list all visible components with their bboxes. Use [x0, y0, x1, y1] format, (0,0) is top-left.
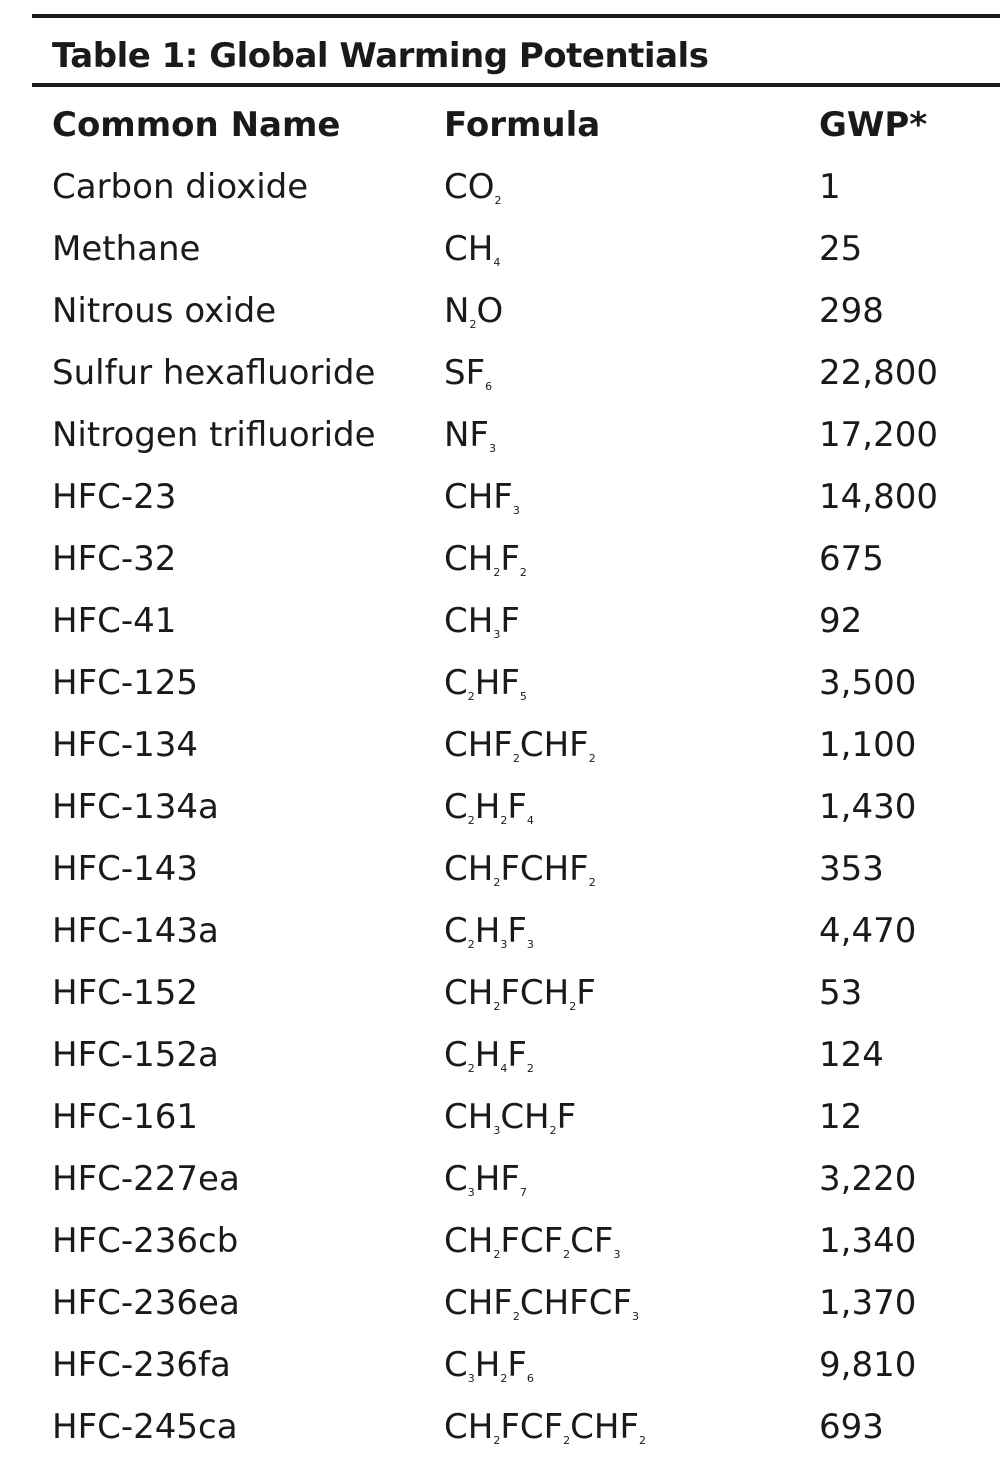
formula-cell: $CH_2FCHF_2$ [444, 849, 596, 889]
formula-cell: $CH_2FCF_2CF_3$ [444, 1221, 621, 1261]
formula-cell: $CHF_2CHF_2$ [444, 725, 596, 765]
table-row [32, 280, 1000, 342]
gwp-cell: 14,800 [819, 477, 938, 517]
title-rule [32, 83, 1000, 87]
table-row [32, 900, 1000, 962]
table-row [32, 342, 1000, 404]
gwp-cell: 53 [819, 973, 863, 1013]
top-rule [32, 14, 1000, 18]
formula-cell: $CH_2FCF_2CHF_2$ [444, 1407, 647, 1447]
table-row [32, 1334, 1000, 1396]
common-name-cell: HFC-227ea [52, 1159, 240, 1199]
table-title: Table 1: Global Warming Potentials [52, 36, 709, 76]
table-body [32, 94, 1000, 1458]
common-name-cell: HFC-134a [52, 787, 219, 827]
table-row [32, 838, 1000, 900]
common-name-cell: HFC-41 [52, 601, 177, 641]
table-row [32, 714, 1000, 776]
gwp-cell: 92 [819, 601, 863, 641]
formula-cell: $CO_2$ [444, 167, 502, 207]
gwp-cell: 353 [819, 849, 884, 889]
header-formula: Formula [444, 105, 601, 145]
gwp-cell: 1 [819, 167, 841, 207]
formula-cell: $C_3H_2F_6$ [444, 1345, 534, 1385]
gwp-cell: 22,800 [819, 353, 938, 393]
common-name-cell: HFC-245ca [52, 1407, 238, 1447]
table-row [32, 962, 1000, 1024]
gwp-cell: 3,500 [819, 663, 917, 703]
common-name-cell: Sulfur hexafluoride [52, 353, 376, 393]
common-name-cell: HFC-143a [52, 911, 219, 951]
table-row [32, 1272, 1000, 1334]
table-row [32, 1086, 1000, 1148]
common-name-cell: Nitrous oxide [52, 291, 277, 331]
formula-cell: $C_2H_2F_4$ [444, 787, 534, 827]
formula-cell: $CH_2F_2$ [444, 539, 527, 579]
common-name-cell: HFC-32 [52, 539, 177, 579]
formula-cell: $CH_2FCH_2F$ [444, 973, 596, 1013]
formula-cell: $C_2H_4F_2$ [444, 1035, 534, 1075]
common-name-cell: HFC-236ea [52, 1283, 240, 1323]
table-row [32, 466, 1000, 528]
table-row [32, 1210, 1000, 1272]
header-gwp: GWP* [819, 105, 928, 145]
table-row [32, 156, 1000, 218]
gwp-cell: 675 [819, 539, 884, 579]
gwp-cell: 1,340 [819, 1221, 917, 1261]
table-row [32, 218, 1000, 280]
common-name-cell: HFC-125 [52, 663, 199, 703]
table-row [32, 404, 1000, 466]
formula-cell: $C_2HF_5$ [444, 663, 527, 703]
common-name-cell: Methane [52, 229, 201, 269]
gwp-cell: 124 [819, 1035, 884, 1075]
table-row [32, 1396, 1000, 1458]
gwp-cell: 17,200 [819, 415, 938, 455]
gwp-cell: 693 [819, 1407, 884, 1447]
gwp-cell: 1,430 [819, 787, 917, 827]
formula-cell: $N_2O$ [444, 291, 504, 331]
gwp-cell: 4,470 [819, 911, 917, 951]
common-name-cell: HFC-134 [52, 725, 199, 765]
common-name-cell: HFC-161 [52, 1097, 199, 1137]
formula-cell: $CHF_3$ [444, 477, 520, 517]
formula-cell: $SF_6$ [444, 353, 493, 393]
table-row [32, 1148, 1000, 1210]
table-data-rows [32, 156, 1000, 1458]
common-name-cell: HFC-152 [52, 973, 199, 1013]
common-name-cell: Nitrogen trifluoride [52, 415, 376, 455]
table-row [32, 652, 1000, 714]
gwp-cell: 3,220 [819, 1159, 917, 1199]
header-common-name: Common Name [52, 105, 341, 145]
formula-cell: $CH_4$ [444, 229, 501, 269]
formula-cell: $C_3HF_7$ [444, 1159, 527, 1199]
common-name-cell: HFC-143 [52, 849, 199, 889]
table-row [32, 1024, 1000, 1086]
common-name-cell: HFC-236fa [52, 1345, 231, 1385]
formula-cell: $CH_3F$ [444, 601, 520, 641]
gwp-cell: 12 [819, 1097, 863, 1137]
table-row [32, 776, 1000, 838]
common-name-cell: HFC-23 [52, 477, 177, 517]
gwp-cell: 298 [819, 291, 884, 331]
table-row [32, 528, 1000, 590]
table-row [32, 590, 1000, 652]
common-name-cell: HFC-236cb [52, 1221, 239, 1261]
formula-cell: $C_2H_3F_3$ [444, 911, 534, 951]
gwp-cell: 25 [819, 229, 863, 269]
gwp-cell: 1,370 [819, 1283, 917, 1323]
table-header-row [32, 94, 1000, 156]
gwp-cell: 1,100 [819, 725, 917, 765]
formula-cell: $NF_3$ [444, 415, 496, 455]
common-name-cell: Carbon dioxide [52, 167, 309, 207]
formula-cell: $CHF_2CHFCF_3$ [444, 1283, 640, 1323]
gwp-cell: 9,810 [819, 1345, 917, 1385]
common-name-cell: HFC-152a [52, 1035, 219, 1075]
formula-cell: $CH_3CH_2F$ [444, 1097, 577, 1137]
